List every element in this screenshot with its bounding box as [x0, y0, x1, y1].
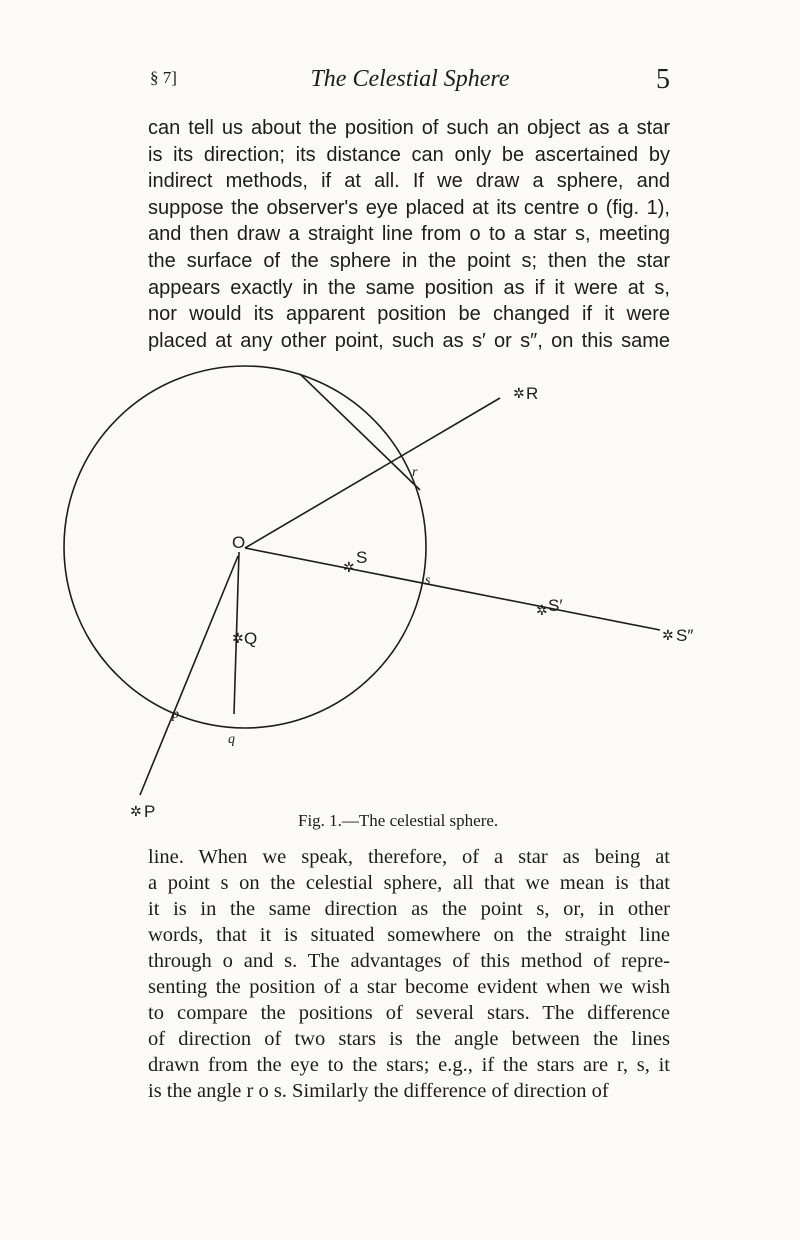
text-line: of direction of two stars is the angle between the lines: [148, 1028, 670, 1050]
page-number: 5: [656, 64, 670, 95]
star-r-icon: ✲: [513, 386, 525, 402]
star-s1-icon: ✲: [536, 603, 548, 619]
label-S1: S′: [548, 596, 563, 615]
text-line: the surface of the sphere in the point s; then the star: [148, 249, 670, 272]
text-line: words, that it is situated somewhere on the straight line: [148, 924, 670, 946]
label-s: s: [425, 573, 431, 588]
label-S: S: [356, 548, 368, 567]
label-r: r: [412, 465, 418, 480]
text-line: indirect methods, if at all. If we draw a sphere, and: [148, 170, 670, 193]
text-line: it is in the same direction as the point s, or, in other: [148, 898, 670, 920]
label-S2: S″: [676, 626, 694, 645]
text-line: is the angle r o s. Similarly the difference of direction of: [148, 1080, 609, 1102]
label-Q: Q: [244, 629, 258, 648]
figure-caption: Fig. 1.—The celestial sphere.: [298, 811, 499, 830]
text-line: can tell us about the position of such an object as a star: [148, 117, 670, 139]
label-R: R: [526, 384, 539, 403]
paragraph-bottom: [148, 844, 670, 1104]
line-o-r: [245, 398, 500, 548]
chord-top: [300, 374, 420, 490]
text-line: is its direction; its distance can only be ascertained by: [148, 143, 670, 166]
label-q: q: [228, 732, 235, 747]
section-number: § 7]: [150, 68, 177, 87]
text-line: nor would its apparent position be changed if it were: [148, 303, 670, 326]
star-p-icon: ✲: [130, 804, 142, 820]
text-line: to compare the positions of several stars. The difference: [148, 1002, 670, 1024]
text-line: suppose the observer's eye placed at its centre o (fig. 1),: [148, 196, 670, 219]
text-line: appears exactly in the same position as if it were at s,: [148, 276, 670, 299]
label-p: p: [172, 707, 179, 722]
text-line: placed at any other point, such as s′ or s″, on this same: [148, 329, 670, 352]
label-O: O: [232, 533, 246, 552]
text-line: drawn from the eye to the stars; e.g., if the stars are r, s, it: [148, 1054, 670, 1076]
label-P: P: [144, 802, 156, 821]
text-line: a point s on the celestial sphere, all that we mean is that: [148, 872, 670, 894]
line-p: [140, 556, 238, 795]
star-q-icon: ✲: [232, 631, 244, 647]
text-line: line. When we speak, therefore, of a star as being at: [148, 846, 670, 868]
running-title: The Celestial Sphere: [310, 66, 510, 92]
text-line: through o and s. The advantages of this method of repre-: [148, 950, 670, 972]
star-s2-icon: ✲: [662, 628, 674, 644]
text-line: and then draw a straight line from o to a star s, meeting: [148, 223, 670, 246]
star-s-icon: ✲: [343, 560, 355, 576]
line-o-s: [245, 548, 660, 630]
text-line: senting the position of a star become evident when we wish: [148, 976, 670, 998]
